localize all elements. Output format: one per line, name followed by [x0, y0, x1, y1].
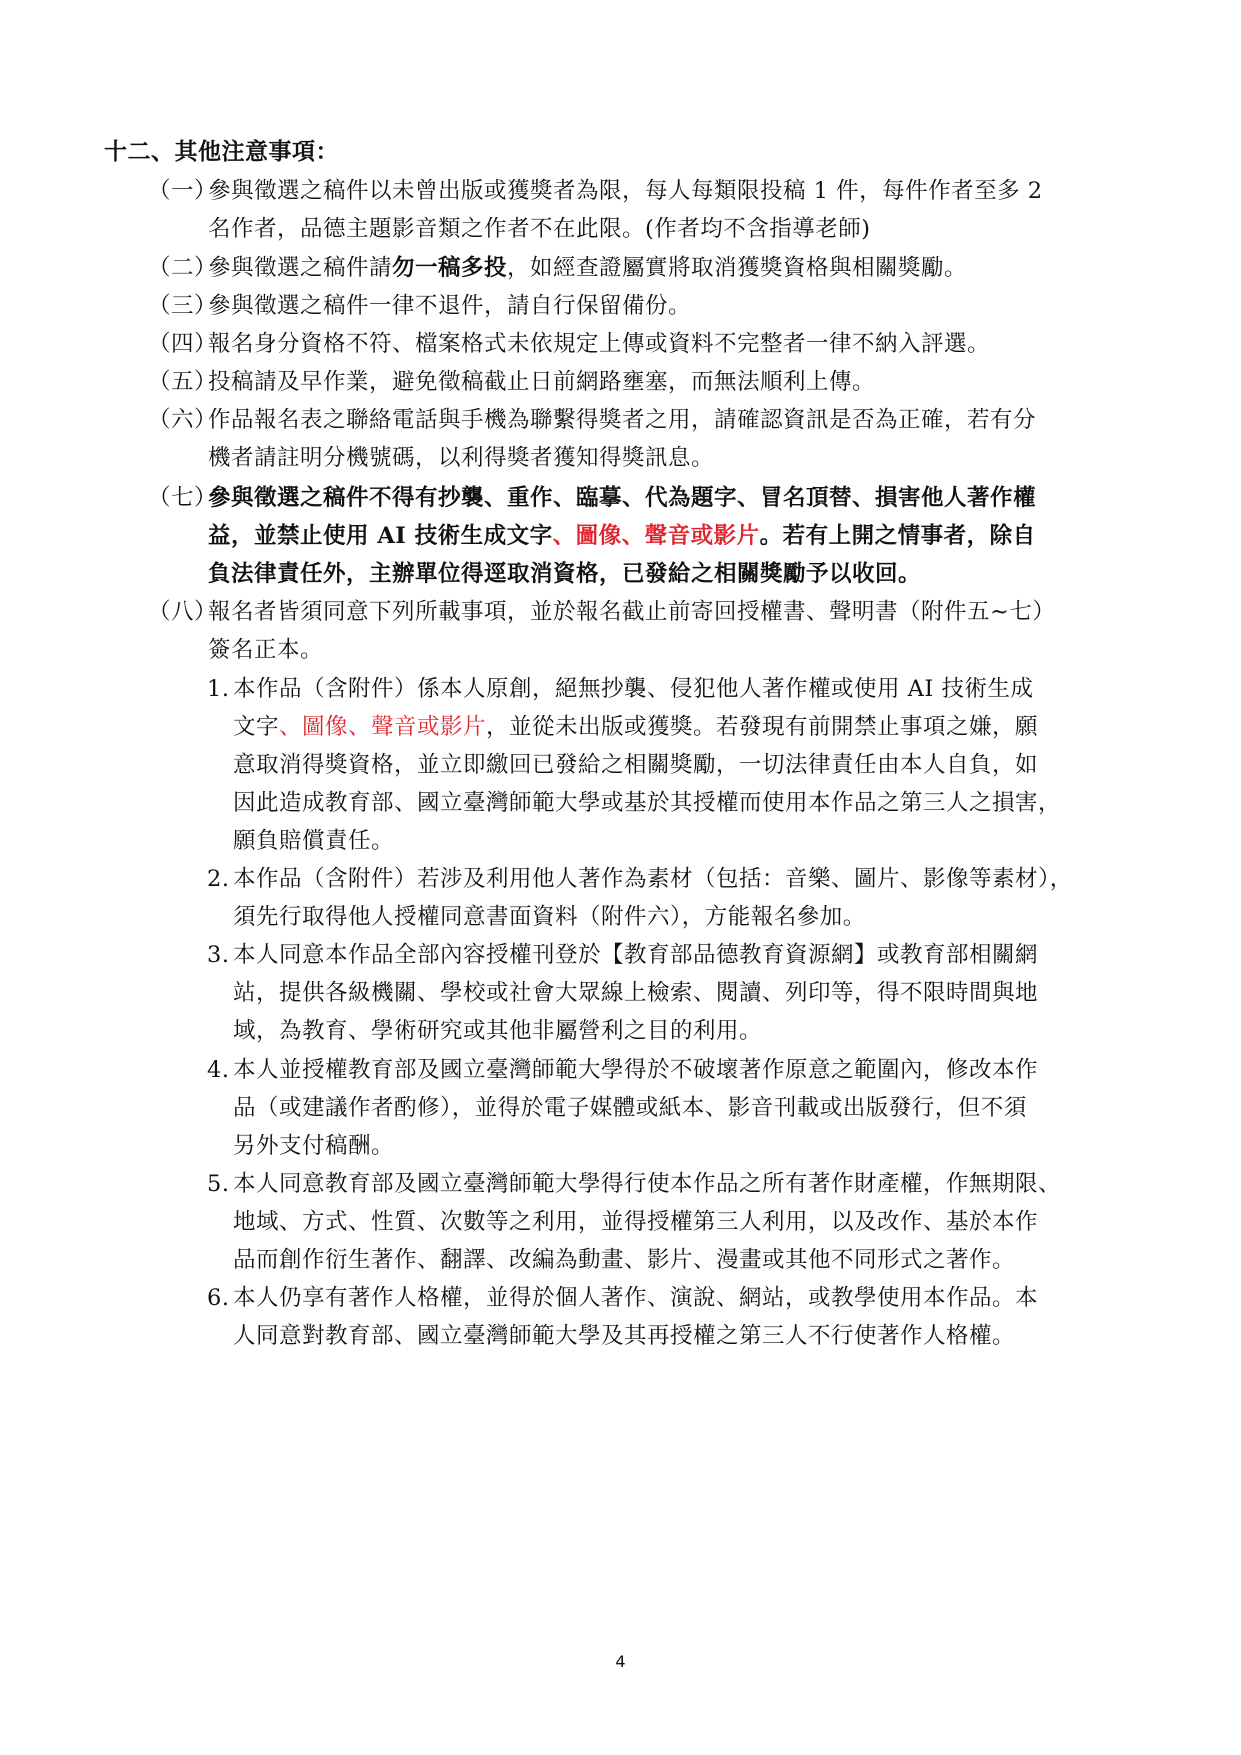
subitem-number: 6. [207, 1285, 230, 1311]
item-text-segment: 文字 [233, 714, 280, 740]
subitem-number: 5. [207, 1171, 230, 1197]
item-text: 參與徵選之稿件不得有抄襲、重作、臨摹、代為題字、冒名頂替、損害他人著作權 [208, 485, 1037, 511]
item-text-segment: ，並從未出版或獲獎。若發現有前開禁止事項之嫌，願 [486, 714, 1039, 740]
item-label: （二） [148, 255, 218, 281]
subitem-text: 地域、方式、性質、次數等之利用，並得授權第三人利用，以及改作、基於本作 [233, 1209, 1039, 1235]
subitem-number: 1. [207, 676, 230, 702]
highlight-text: 、圖像、聲音或影片 [552, 523, 760, 549]
item-text [208, 253, 967, 283]
item-label: （八） [148, 599, 218, 625]
item-text-segment: 。若有上開之情事者，除自 [759, 523, 1036, 549]
item-label: （五） [148, 369, 218, 395]
item-label: （一） [148, 178, 218, 204]
subitem-text: 人同意對教育部、國立臺灣師範大學及其再授權之第三人不行使著作人格權。 [233, 1323, 1016, 1349]
item-text: 參與徵選之稿件一律不退件，請自行保留備份。 [208, 293, 692, 319]
subitem-text: 品而創作衍生著作、翻譯、改編為動畫、影片、漫畫或其他不同形式之著作。 [233, 1247, 1016, 1273]
item-text: 作品報名表之聯絡電話與手機為聯繫得獎者之用，請確認資訊是否為正確，若有分 [208, 407, 1037, 433]
subitem-text: 品（或建議作者酌修），並得於電子媒體或紙本、影音刊載或出版發行，但不須 [233, 1095, 1027, 1121]
item-label: （六） [148, 407, 218, 433]
item-text: 參與徵選之稿件以未曾出版或獲獎者為限，每人每類限投稿 1 件，每件作者至多 2 [208, 178, 1043, 204]
item-label: （四） [148, 331, 218, 357]
subitem-text: 因此造成教育部、國立臺灣師範大學或基於其授權而使用本作品之第三人之損害， [233, 790, 1062, 816]
item-text-segment: 益，並禁止使用 AI 技術生成文字 [208, 523, 553, 549]
item-label: （三） [148, 293, 218, 319]
highlight-text: 、圖像、聲音或影片 [279, 714, 487, 740]
emphasis-text: 勿一稿多投 [392, 255, 508, 281]
item-text-segment: 參與徵選之稿件請 [208, 255, 393, 281]
item-text: 報名身分資格不符、檔案格式未依規定上傳或資料不完整者一律不納入評選。 [208, 331, 991, 357]
subitem-text: 本人同意教育部及國立臺灣師範大學得行使本作品之所有著作財產權，作無期限、 [233, 1171, 1062, 1197]
item-text: 報名者皆須同意下列所載事項，並於報名截止前寄回授權書、聲明書（附件五~七） [208, 599, 1056, 625]
section-heading: 十二、其他注意事項： [104, 138, 339, 165]
subitem-text: 本人仍享有著作人格權，並得於個人著作、演說、網站，或教學使用本作品。本 [233, 1285, 1039, 1311]
subitem-text: 本人並授權教育部及國立臺灣師範大學得於不破壞著作原意之範圍內，修改本作 [233, 1057, 1039, 1083]
item-text-segment: ，如經查證屬實將取消獲獎資格與相關獎勵。 [507, 255, 968, 281]
subitem-text: 本人同意本作品全部內容授權刊登於【教育部品德教育資源網】或教育部相關網 [233, 942, 1039, 968]
subitem-text: 本作品（含附件）係本人原創，絕無抄襲、侵犯他人著作權或使用 AI 技術生成 [233, 676, 1034, 702]
subitem-text [233, 712, 1038, 742]
subitem-text: 願負賠償責任。 [233, 828, 395, 854]
item-text: 名作者，品德主題影音類之作者不在此限。(作者均不含指導老師) [208, 216, 871, 242]
subitem-number: 4. [207, 1057, 230, 1083]
item-text [208, 521, 1036, 551]
item-text: 投稿請及早作業，避免徵稿截止日前網路壅塞，而無法順利上傳。 [208, 369, 876, 395]
subitem-text: 站，提供各級機關、學校或社會大眾線上檢索、閱讀、列印等，得不限時間與地 [233, 980, 1039, 1006]
subitem-text: 域，為教育、學術研究或其他非屬營利之目的利用。 [233, 1018, 763, 1044]
subitem-text: 須先行取得他人授權同意書面資料（附件六），方能報名參加。 [233, 904, 866, 930]
subitem-text: 本作品（含附件）若涉及利用他人著作為素材（包括：音樂、圖片、影像等素材）， [233, 866, 1073, 892]
subitem-text: 另外支付稿酬。 [233, 1133, 395, 1159]
item-text: 簽名正本。 [208, 637, 324, 663]
item-text: 負法律責任外，主辦單位得逕取消資格，已發給之相關獎勵予以收回。 [208, 561, 922, 587]
item-label: （七） [148, 485, 218, 511]
page-number: 4 [615, 1652, 626, 1671]
subitem-number: 3. [207, 942, 230, 968]
item-text: 機者請註明分機號碼，以利得獎者獲知得獎訊息。 [208, 445, 715, 471]
subitem-number: 2. [207, 866, 230, 892]
subitem-text: 意取消得獎資格，並立即繳回已發給之相關獎勵，一切法律責任由本人自負，如 [233, 752, 1039, 778]
